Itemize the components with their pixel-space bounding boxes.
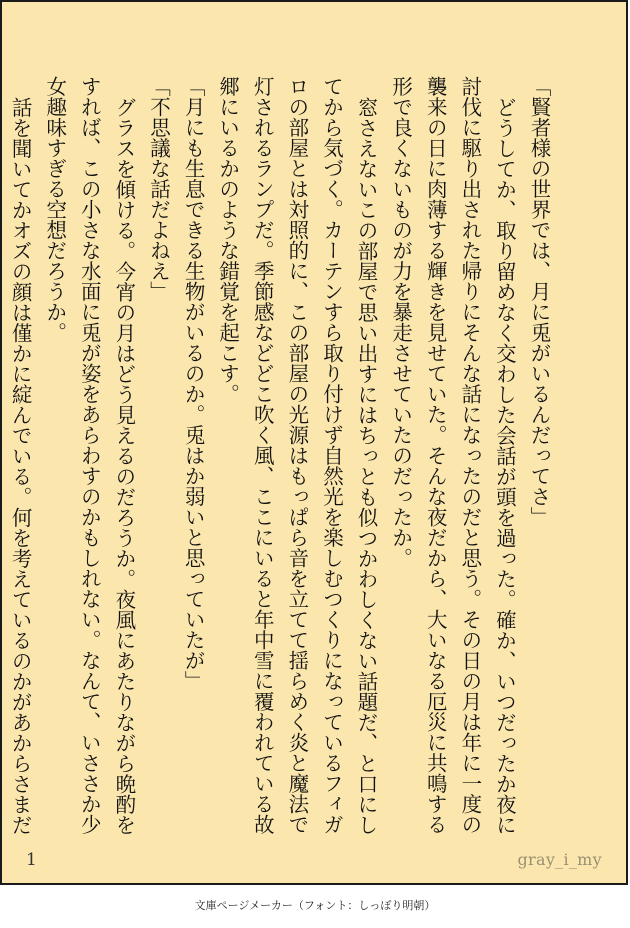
page-number: 1	[26, 850, 37, 870]
paragraph-1: 「賢者様の世界では、月に兎がいるんだってさ」	[527, 76, 551, 527]
author-credit: gray_i_my	[517, 850, 602, 869]
paragraph-6: グラスを傾ける。今宵の月はどう見えるのだろうか。夜風にあたりながら晩酌をすれば、この小さな水面に兎が姿をあらわすのかもしれない。なんて、いささか少女趣味すぎる空想だろうか。	[42, 76, 136, 835]
paragraph-5: 「不思議な話だよねえ」	[146, 76, 171, 302]
paragraph-2: どうしてか、取り留めなく交わした会話が頭を過った。確か、いつだったか夜に討伐に駆り出された帰りにそんな話になったのだと思う。その日の月は年に一度の襲来の日に肉薄する輝きを見せていた。そんな夜だから、大いなる厄災に共鳴する形で良くないものが力を暴走させていたのだったか。	[388, 76, 517, 835]
generator-caption: 文庫ページメーカー（フォント：しっぽり明朝）	[194, 899, 436, 912]
paragraph-4: 「月にも生息できる生物がいるのか。兎はか弱いと思っていたが」	[181, 76, 206, 691]
paragraph-3: 窓さえないこの部屋で思い出すにはちっとも似つかわしくない話題だ、と口にしてから気づく。カーテンすら取り付けず自然光を楽しむつくりになっているフィガロの部屋とは対照的に、この部屋の光源はもっぱら音を立てて揺らめく炎と魔法で灯されるランプだ。季節感などどこ吹く風、ここにいると年中雪に覆われている故郷にいるかのような錯覚を起こす。	[215, 76, 379, 835]
paragraph-7: 話を聞いてかオズの顔は僅かに綻んでいる。何を考えているのかがあからさまだ	[8, 96, 33, 835]
vertical-body-text	[8, 76, 556, 846]
